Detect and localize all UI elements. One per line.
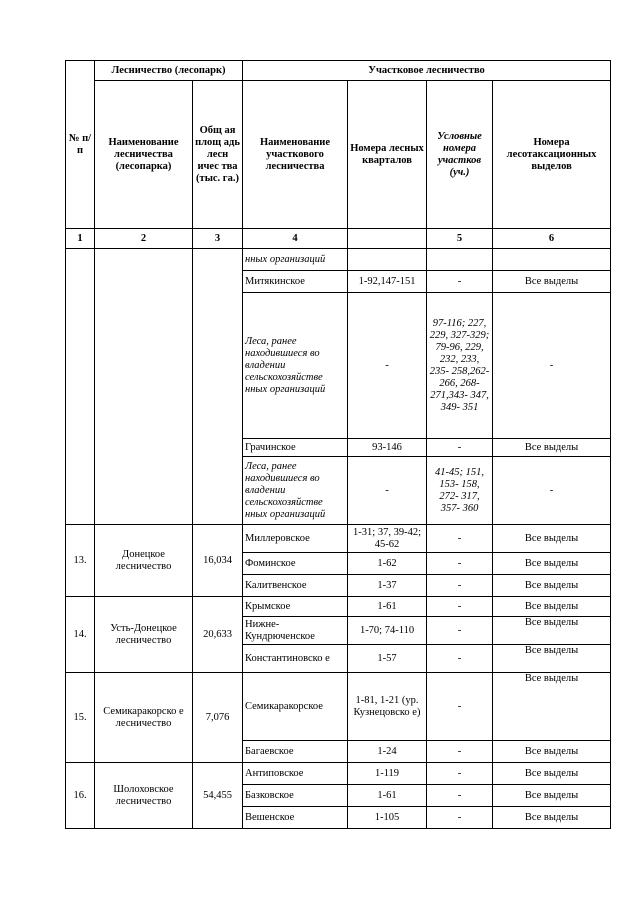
quarters: 1-57 <box>348 645 427 673</box>
conditional: - <box>427 741 493 763</box>
district-name: Константиновско е <box>243 645 348 673</box>
quarters: 1-24 <box>348 741 427 763</box>
conditional: - <box>427 763 493 785</box>
district-name: Антиповское <box>243 763 348 785</box>
district-name: Семикаракорское <box>243 673 348 741</box>
allotments: Все выделы <box>493 439 611 457</box>
forestry-name: Донецкое лесничество <box>95 525 193 597</box>
district-name: Вешенское <box>243 807 348 829</box>
allotments: Все выделы <box>493 617 611 645</box>
conditional: 97-116; 227, 229, 327-329; 79-96, 229, 232, 233, 235- 258,262- 266, 268- 271,343- 347, 349- 351 <box>427 293 493 439</box>
allotments: Все выделы <box>493 575 611 597</box>
allotments: - <box>493 293 611 439</box>
quarters: 1-62 <box>348 553 427 575</box>
conditional: - <box>427 617 493 645</box>
cell-empty <box>493 249 611 271</box>
forestry-area: 54,455 <box>193 763 243 829</box>
cell-empty <box>95 249 193 525</box>
col-number: 6 <box>493 229 611 249</box>
group-number: 16. <box>66 763 95 829</box>
district-name: Калитвенское <box>243 575 348 597</box>
allotments: Все выделы <box>493 645 611 673</box>
header-district-name: Наименование участкового лесничества <box>243 81 348 229</box>
district-name: Нижне- Кундрюченское <box>243 617 348 645</box>
col-number: 5 <box>427 229 493 249</box>
allotments: Все выделы <box>493 807 611 829</box>
allotments: Все выделы <box>493 763 611 785</box>
cell-empty <box>66 249 95 525</box>
quarters: 1-61 <box>348 785 427 807</box>
col-number: 4 <box>243 229 348 249</box>
forestry-name: Семикаракорско е лесничество <box>95 673 193 763</box>
district-name: Фоминское <box>243 553 348 575</box>
allotments: Все выделы <box>493 597 611 617</box>
header-quarters: Номера лесных кварталов <box>348 81 427 229</box>
conditional: - <box>427 597 493 617</box>
quarters: 1-70; 74-110 <box>348 617 427 645</box>
district-name: Миллеровское <box>243 525 348 553</box>
quarters: 1-37 <box>348 575 427 597</box>
quarters: 1-81, 1-21 (ур. Кузнецовско е) <box>348 673 427 741</box>
conditional: - <box>427 553 493 575</box>
header-num: № п/п <box>66 61 95 229</box>
cell-empty <box>427 249 493 271</box>
group-number: 15. <box>66 673 95 763</box>
forestry-area: 7,076 <box>193 673 243 763</box>
conditional: - <box>427 575 493 597</box>
conditional: - <box>427 645 493 673</box>
district-name: Леса, ранее находившиеся во владении сельскохозяйстве нных организаций <box>243 457 348 525</box>
quarters: - <box>348 457 427 525</box>
header-allotments: Номера лесотаксационных выделов <box>493 81 611 229</box>
header-conditional: Условные номера участков (уч.) <box>427 81 493 229</box>
district-name: Грачинское <box>243 439 348 457</box>
col-number: 3 <box>193 229 243 249</box>
allotments: - <box>493 457 611 525</box>
allotments: Все выделы <box>493 525 611 553</box>
forestry-name: Усть-Донецкое лесничество <box>95 597 193 673</box>
group-number: 14. <box>66 597 95 673</box>
quarters: 1-61 <box>348 597 427 617</box>
district-name: Митякинское <box>243 271 348 293</box>
forestry-table <box>65 60 611 829</box>
conditional: - <box>427 439 493 457</box>
header-area: Общ ая площ адь лесн ичес тва (тыс. га.) <box>193 81 243 229</box>
quarters: - <box>348 293 427 439</box>
quarters: 1-105 <box>348 807 427 829</box>
quarters: 1-92,147-151 <box>348 271 427 293</box>
allotments: Все выделы <box>493 271 611 293</box>
cont-text: нных организаций <box>243 249 348 271</box>
conditional: - <box>427 271 493 293</box>
allotments: Все выделы <box>493 673 611 741</box>
allotments: Все выделы <box>493 741 611 763</box>
conditional: 41-45; 151, 153- 158, 272- 317, 357- 360 <box>427 457 493 525</box>
district-name: Леса, ранее находившиеся во владении сельскохозяйстве нных организаций <box>243 293 348 439</box>
col-number: 1 <box>66 229 95 249</box>
quarters: 1-31; 37, 39-42; 45-62 <box>348 525 427 553</box>
quarters: 1-119 <box>348 763 427 785</box>
forestry-area: 16,034 <box>193 525 243 597</box>
header-forestry-name: Наименование лесничества (лесопарка) <box>95 81 193 229</box>
cell-empty <box>348 249 427 271</box>
header-forestry-group: Лесничество (лесопарк) <box>95 61 243 81</box>
allotments: Все выделы <box>493 785 611 807</box>
col-number <box>348 229 427 249</box>
group-number: 13. <box>66 525 95 597</box>
forestry-name: Шолоховское лесничество <box>95 763 193 829</box>
forestry-area: 20,633 <box>193 597 243 673</box>
district-name: Базковское <box>243 785 348 807</box>
cell-empty <box>193 249 243 525</box>
header-district-group: Участковое лесничество <box>243 61 611 81</box>
district-name: Крымское <box>243 597 348 617</box>
quarters: 93-146 <box>348 439 427 457</box>
conditional: - <box>427 785 493 807</box>
allotments: Все выделы <box>493 553 611 575</box>
conditional: - <box>427 525 493 553</box>
district-name: Багаевское <box>243 741 348 763</box>
conditional: - <box>427 673 493 741</box>
conditional: - <box>427 807 493 829</box>
col-number: 2 <box>95 229 193 249</box>
